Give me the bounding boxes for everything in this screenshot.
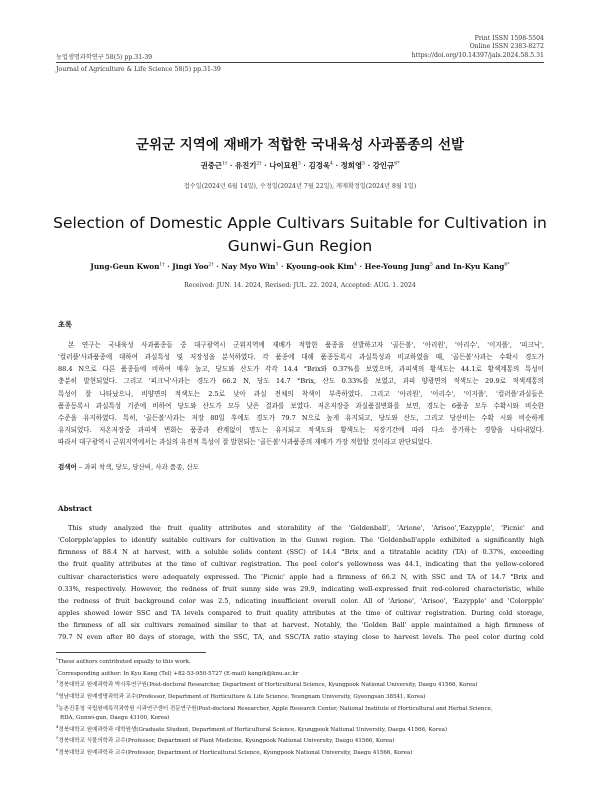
footnote-corresponding-author: *Corresponding author: In Kyu Kang (Tel) +82-53-950-5727 (E-mail) kangik@knu.ac.kr xyxy=(56,667,299,677)
footnote-affiliation-3: $^3$농촌진흥청 국립원예특작과학원 사과연구센터 전문연구원(Post-doctoral Researcher, Apple Research Center, National Institute of Horticultural and Herbal Science, xyxy=(56,702,493,712)
title-english xyxy=(40,212,560,258)
print-issn: Print ISSN 1598-5504 xyxy=(474,35,544,42)
author-en-6: In-Kyu Kang$^{6*}$ xyxy=(453,262,510,271)
authors-korean: 권중근$^{1\dagger}$ · 유진기$^{2\dagger}$ · 나이묘윈$^3$ · 김경욱$^4$ · 정희영$^5$ · 강인규$^{6*}$ xyxy=(200,161,400,170)
abstract-ko-line: '컬러플'사과품종에 대하여 과실특성 및 저장성을 분석하였다. 각 품종에 대해 품종등록시 과실특성과 비교하였을 때, '골든볼'사과는 수확시 경도가 xyxy=(58,353,544,362)
author-en-5: Hee-Young Jung$^5$ xyxy=(364,262,433,271)
author-ko-1: 권중근$^{1\dagger}$ xyxy=(200,161,228,170)
footnotes xyxy=(56,655,493,758)
footnote-affiliation-4: $^4$경북대학교 원예과학과 대학원생(Graduate Student, Department of Horticultural Science, Kyungpook National University, Daegu 41566, Korea) xyxy=(56,723,448,733)
footnote-affiliation-3-cont: RDA, Gunwi-gun, Daegu 43100, Korea) xyxy=(60,714,170,721)
keywords-korean-list: – 과피 착색, 당도, 당산비, 사과 품종, 산도 xyxy=(78,463,200,471)
footnote-affiliation-2: $^2$영남대학교 원예생명과학과 교수(Professor, Department of Horticulture & Life Science, Yeungnam University, Gyeongsan 38541, Korea) xyxy=(56,691,426,701)
abstract-ko-line: 따라서 대구광역시 군위지역에서는 과실의 유전적 특성이 잘 발현되는 '골든볼'사과품종의 재배가 가장 적합할 것이라고 판단되었다. xyxy=(58,438,433,447)
journal-ko-header: 농업생명과학연구 58(5) pp.31-39 xyxy=(56,54,153,61)
footnote-affiliation-5: $^5$경북대학교 식물의학과 교수(Professor, Department of Plant Medicine, Kyungpook National University, Daegu 41566, Korea) xyxy=(56,735,395,745)
author-ko-4: 김경욱$^4$ xyxy=(308,161,333,170)
abstract-en-line: This study analyzed the fruit quality attributes and storability of the 'Goldenball', 'Arione', 'Arisoo','Eazypple', 'Picnic' and xyxy=(68,524,544,532)
abstract-english-heading: Abstract xyxy=(58,504,93,513)
doi-link[interactable]: https://doi.org/10.14397/jals.2024.58.5.31 xyxy=(411,52,544,59)
abstract-en-line: apples showed lower SSC and TA levels compared to fruit quality attributes at the time of cultivar registration. During cold storage, xyxy=(58,608,544,617)
journal-en-header: Journal of Agriculture & Life Science 58(5) pp.31-39 xyxy=(56,66,221,73)
header-divider xyxy=(56,62,544,63)
author-en-2: Jingi Yoo$^{2\dagger}$ xyxy=(172,262,214,271)
authors-english: Jung-Geun Kwon$^{1\dagger}$ · Jingi Yoo$^{2\dagger}$ · Nay Myo Win$^3$ · Kyoung-ook Kim$^4$ · Hee-Young Jung$^5$ and In-Kyu Kang$^{6*}$ xyxy=(90,262,510,271)
author-ko-2: 유진기$^{2\dagger}$ xyxy=(234,161,262,170)
abstract-english xyxy=(58,522,544,643)
abstract-en-line: the redness of fruit background color was 2.5, ndicating insufficient overall color. All of 'Arione', 'Arisoo', 'Eazypple' and 'Colorpple' xyxy=(58,596,544,605)
footnote-divider xyxy=(56,652,206,653)
keywords-korean-label: 검색어 xyxy=(58,463,77,471)
title-korean: 군위군 지역에 재배가 적합한 국내육성 사과품종의 선발 xyxy=(135,137,465,153)
abstract-en-line: 0.33%, respectively. However, the redness of fruit sunny side was 29.9, indicating well-expressed fruit red-colored characteristic, while xyxy=(58,584,544,593)
author-ko-3: 나이묘윈$^3$ xyxy=(269,161,301,170)
abstract-en-line: 79.7 N even after 80 days of storage, with the SSC, TA, and SSC/TA ratio staying close to harvest levels. The peel color during cold xyxy=(58,633,544,642)
author-ko-6: 강인규$^{6*}$ xyxy=(372,161,400,170)
abstract-en-line: cultivar characteristics were adequately expressed. The 'Picnic' apple had a firmness of 66.2 N, with SSC and TA of 14.7 °Brix and xyxy=(58,572,544,581)
abstract-ko-line: 품종등록시 과실특성 기준에 비하여 당도와 산도가 모두 낮은 결과를 보였다. 저온저장중 과실품질변화를 보면, 경도는 6품종 모두 수확시와 비슷한 xyxy=(58,401,544,410)
abstract-ko-line: 수준을 유지하였다. 특히, '골든볼'사과는 저장 80일 후에도 경도가 79.7 N으로 높게 유지되고, 당도와 산도, 그리고 당산비는 수확 시와 비슷하게 xyxy=(58,413,544,422)
online-issn: Online ISSN 2383-8272 xyxy=(469,43,544,51)
abstract-ko-line: 특성이 잘 나타났으나, 비양면의 적색도는 2.5로 낮아 과실 전체의 착색이 부족하였다. 그리고 '아리원', '아리수', '이지플', '컬러플'과실들은 xyxy=(58,389,544,398)
abstract-korean-heading: 초록 xyxy=(58,320,72,329)
abstract-korean xyxy=(58,339,544,448)
author-en-3: Nay Myo Win$^3$ xyxy=(221,262,279,271)
abstract-ko-line: 충분히 발현되었다. 그리고 '피크닉'사과는 경도가 66.2 N, 당도 14.7 °Brix, 산도 0.33%를 보였고, 과피 양광면의 적색도는 29.9로 적색계통의 xyxy=(58,377,544,386)
author-ko-5: 정희영$^5$ xyxy=(340,161,366,170)
abstract-en-line: the fruit quality attributes at the time of cultivar registration. The peel color's yellowness was 44.1, indicating that the yellow-colored xyxy=(58,560,544,569)
author-en-4: Kyoung-ook Kim$^4$ xyxy=(286,262,357,271)
abstract-en-line: the firmness of all six cultivars remained similar to that at harvest. Notably, the 'Golden Ball' apple maintained a high firmness of xyxy=(58,621,544,630)
footnote-affiliation-1: $^1$경북대학교 원예과학과 박사후연구원(Post-doctoral Researcher, Department of Horticultural Science, Kyungpook National University, Daegu 41566, Korea) xyxy=(56,679,478,689)
authors-and: and xyxy=(435,262,451,271)
abstract-ko-line: 88.4 N으로 다른 품종들에 비하여 매우 높고, 당도와 산도가 각각 14.4 °Brix와 0.37%를 보였으며, 과피색의 황색도는 44.1로 황색계통의 특성이 xyxy=(58,365,544,374)
dates-english: Received: JUN. 14. 2024, Revised: JUL. 22. 2024, Accepted: AUG. 1. 2024 xyxy=(184,282,416,289)
issn-block xyxy=(470,35,544,51)
footnote-equal-contribution: †These authors contributed equally to this work. xyxy=(56,656,191,665)
abstract-en-line: firmness of 88.4 N at harvest, with a soluble solids content (SSC) of 14.4 °Brix and a titratable acidity (TA) of 0.37%, exceeding xyxy=(58,548,544,557)
abstract-ko-line: 본 연구는 국내육성 사과품종들 중 대구광역시 군위지역에 재배가 적합한 품종을 선발하고자 '골든볼', '아리원', '아리수', '이지플', '피크닉', xyxy=(68,341,544,349)
keywords-korean xyxy=(58,462,199,471)
abstract-en-line: 'Colorpple'apples to identify suitable cultivars for cultivation in the Gunwi region. The 'Goldenball'apple exhibited a significantly high xyxy=(58,536,544,545)
title-english-line-1: Selection of Domestic Apple Cultivars Suitable for Cultivation in xyxy=(53,214,547,232)
author-en-1: Jung-Geun Kwon$^{1\dagger}$ xyxy=(90,262,165,271)
abstract-ko-line: 유지되었다. 저온저장중 과피색 변화는 품종과 관계없이 명도는 유지되고 적색도와 황색도는 저장기간에 따라 다소 증가하는 경향을 나타내었다. xyxy=(58,425,544,434)
footnote-affiliation-6: $^6$경북대학교 원예과학과 교수(Professor, Department of Horticultural Science, Kyungpook National University, Daegu 41566, Korea) xyxy=(56,747,413,756)
dates-korean: 접수일(2024년 6월 14일), 수정일(2024년 7월 22일), 게재확정일(2024년 8월 1일) xyxy=(183,183,417,190)
title-english-line-2: Gunwi-Gun Region xyxy=(227,237,373,255)
